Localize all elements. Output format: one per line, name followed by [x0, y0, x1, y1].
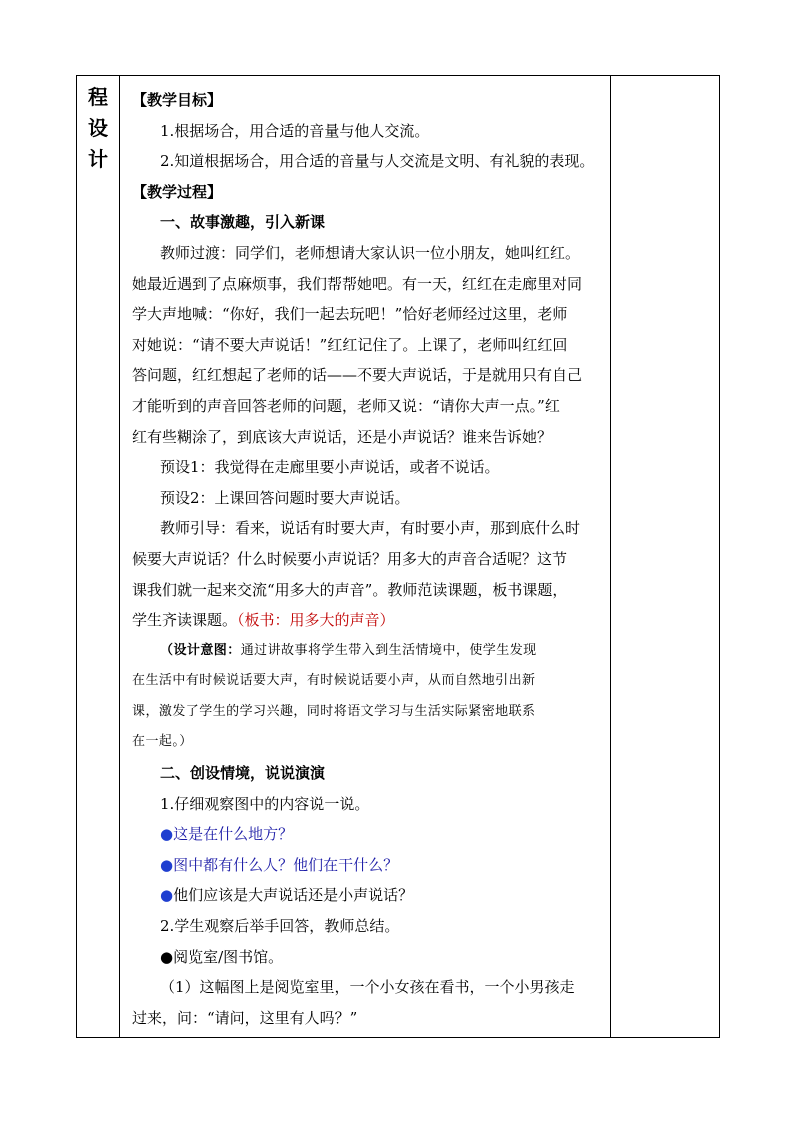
process-content-cell: [120, 76, 611, 1038]
section-heading-objectives: 【教学目标】: [132, 91, 223, 109]
notes-cell: [611, 76, 720, 1038]
preset-answer: 预设1：我觉得在走廊里要小声说话，或者不说话。: [160, 458, 500, 477]
design-intent-label: （设计意图：: [160, 642, 241, 658]
question-item: [132, 880, 602, 911]
paragraph-line: 红有些糊涂了，到底该大声说话，还是小声说话？谁来告诉她？: [132, 427, 553, 446]
paragraph-line: 她最近遇到了点麻烦事，我们帮帮她吧。有一天，红红在走廊里对同: [132, 274, 583, 293]
paragraph-line: 答问题，红红想起了老师的话——不要大声说话，于是就用只有自己: [132, 366, 583, 385]
process-content: [120, 76, 610, 1033]
objective-item: 2.知道根据场合，用合适的音量与人交流是文明、有礼貌的表现。: [160, 152, 595, 171]
paragraph-line: 学大声地喊：“你好，我们一起去玩吧！”恰好老师经过这里，老师: [132, 305, 568, 324]
bullet-icon: ●: [160, 825, 174, 844]
preset-answer: 预设2：上课回答问题时要大声说话。: [160, 488, 410, 507]
question-text: 图中都有什么人？他们在干什么？: [173, 855, 399, 874]
subsection-heading: 二、创设情境，说说演演: [160, 764, 326, 783]
paragraph-line: 教师引导：看来，说话有时要大声，有时要小声，那到底什么时: [160, 519, 581, 538]
design-intent-line: [132, 636, 602, 667]
paragraph-line: 候要大声说话？什么时候要小声说话？用多大的声音合适呢？这节: [132, 549, 568, 568]
row-label-char: 程: [88, 85, 108, 109]
paragraph-line: 教师过渡：同学们，老师想请大家认识一位小朋友，她叫红红。: [160, 243, 581, 262]
question-item: [132, 850, 602, 881]
paragraph-text: 学生齐读课题。: [132, 611, 238, 630]
bullet-icon: ●: [160, 855, 174, 874]
paragraph-line: 课我们就一起来交流“用多大的声音”。教师范读课题，板书课题，: [132, 580, 568, 599]
section-heading-process: 【教学过程】: [132, 182, 223, 201]
blackboard-note: （板书：用多大的声音）: [237, 611, 395, 630]
row-label: [77, 76, 119, 175]
question-text: 他们应该是大声说话还是小声说话？: [173, 886, 414, 905]
row-label-char: 计: [88, 147, 108, 171]
design-intent-line: 在生活中有时候说话要大声，有时候说话要小声，从而自然地引出新: [132, 673, 536, 689]
lesson-plan-table: [76, 75, 720, 1038]
design-intent-line: 在一起。）: [132, 734, 193, 750]
row-label-char: 设: [88, 116, 108, 140]
objective-item: 1.根据场合，用合适的音量与他人交流。: [160, 121, 430, 140]
bullet-icon: ●: [160, 886, 174, 905]
scene-item: ●阅览室/图书馆。: [160, 947, 284, 966]
task-line: 1.仔细观察图中的内容说一说。: [160, 794, 370, 813]
row-label-cell: [77, 76, 120, 1038]
paragraph-line: 才能听到的声音回答老师的问题，老师又说：“请你大声一点。”红: [132, 396, 560, 415]
task-line: 2.学生观察后举手回答，教师总结。: [160, 917, 400, 936]
question-text: 这是在什么地方？: [173, 825, 294, 844]
paragraph-line: 过来，问：“请问，这里有人吗？”: [132, 1008, 358, 1027]
subsection-heading: 一、故事激趣，引入新课: [160, 213, 326, 232]
paragraph-line: 对她说：“请不要大声说话！”红红记住了。上课了，老师叫红红回: [132, 335, 568, 354]
design-intent-text: 通过讲故事将学生带入到生活情境中，使学生发现: [240, 642, 537, 658]
paragraph-line: （1）这幅图上是阅览室里，一个小女孩在看书，一个小男孩走: [160, 978, 575, 997]
design-intent-line: 课，激发了学生的学习兴趣，同时将语文学习与生活实际紧密地联系: [132, 703, 536, 719]
paragraph-line: [132, 605, 602, 636]
table-row: [77, 76, 720, 1038]
question-item: [132, 819, 602, 850]
